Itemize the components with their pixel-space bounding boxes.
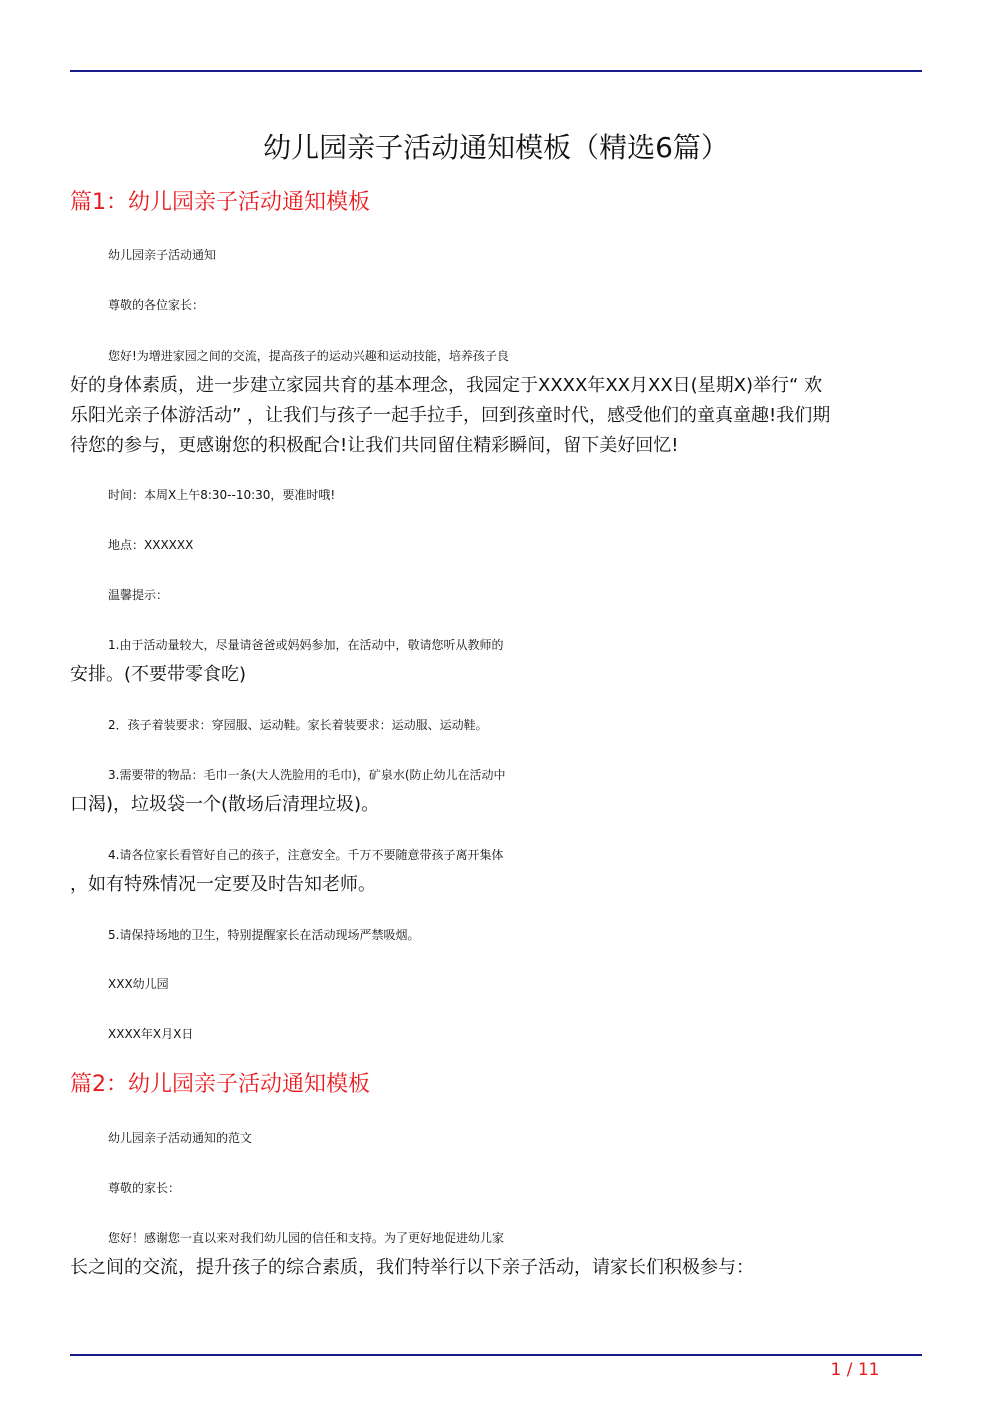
text-line: 长之间的交流，提升孩子的综合素质，我们特举行以下亲子活动，请家长们积极参与： xyxy=(70,1257,754,1278)
text-line: 口渴)，垃圾袋一个(散场后清理垃圾)。 xyxy=(70,794,380,815)
text-line: 您好!为增进家园之间的交流，提高孩子的运动兴趣和运动技能，培养孩子良 xyxy=(108,349,509,363)
text-line: 温馨提示： xyxy=(108,588,169,602)
section-2-heading: 篇2：幼儿园亲子活动通知模板 xyxy=(70,1072,370,1097)
section-1-tips-label xyxy=(70,580,922,610)
section-1-date xyxy=(70,1019,922,1049)
section-1-tip-5 xyxy=(70,920,922,950)
section-1-tip-2 xyxy=(70,710,922,740)
text-line: 3.需要带的物品：毛巾一条(大人洗脸用的毛巾)，矿泉水(防止幼儿在活动中 xyxy=(108,768,506,782)
section-2-intro-paragraph xyxy=(70,1223,922,1283)
section-1-notice-title xyxy=(70,240,922,270)
text-line: 乐阳光亲子体游活动” ，让我们与孩子一起手拉手，回到孩童时代，感受他们的童真童趣!我们期 xyxy=(70,405,831,426)
section-1-greeting xyxy=(70,290,922,320)
text-line: 2．孩子着装要求：穿园服、运动鞋。家长着装要求：运动服、运动鞋。 xyxy=(108,718,488,732)
text-line: 1.由于活动量较大，尽量请爸爸或妈妈参加，在活动中，敬请您听从教师的 xyxy=(108,638,504,652)
page-number: 1 / 11 xyxy=(830,1360,880,1380)
section-1-intro-paragraph xyxy=(70,341,922,461)
text-line: 尊敬的家长： xyxy=(108,1181,181,1195)
text-line: XXXX年X月X日 xyxy=(108,1027,194,1041)
section-1-tip-4 xyxy=(70,840,922,900)
text-line: XXX幼儿园 xyxy=(108,977,169,991)
footer-rule xyxy=(70,1354,922,1356)
section-1-place xyxy=(70,530,922,560)
header-rule xyxy=(70,70,922,72)
text-line: 您好！感谢您一直以来对我们幼儿园的信任和支持。为了更好地促进幼儿家 xyxy=(108,1231,505,1245)
text-line: 尊敬的各位家长： xyxy=(108,298,205,312)
section-1-heading: 篇1：幼儿园亲子活动通知模板 xyxy=(70,190,370,215)
text-line: 好的身体素质，进一步建立家园共育的基本理念，我园定于XXXX年XX月XX日(星期X)举行“ 欢 xyxy=(70,375,823,396)
document-title: 幼儿园亲子活动通知模板（精选6篇） xyxy=(263,131,729,164)
text-line: 幼儿园亲子活动通知 xyxy=(108,248,217,262)
section-1-tip-3 xyxy=(70,760,922,820)
text-line: ，如有特殊情况一定要及时告知老师。 xyxy=(70,874,376,895)
text-line: 4.请各位家长看管好自己的孩子，注意安全。千万不要随意带孩子离开集体 xyxy=(108,848,504,862)
text-line: 5.请保持场地的卫生，特别提醒家长在活动现场严禁吸烟。 xyxy=(108,928,420,942)
text-line: 待您的参与，更感谢您的积极配合!让我们共同留住精彩瞬间，留下美好回忆! xyxy=(70,435,679,456)
section-2-greeting xyxy=(70,1173,922,1203)
section-2-notice-title xyxy=(70,1123,922,1153)
text-line: 安排。(不要带零食吃) xyxy=(70,664,247,685)
section-1-signature xyxy=(70,969,922,999)
text-line: 幼儿园亲子活动通知的范文 xyxy=(108,1131,253,1145)
text-line: 地点：XXXXXX xyxy=(108,538,194,552)
section-1-time xyxy=(70,480,922,510)
text-line: 时间：本周X上午8:30--10:30，要准时哦! xyxy=(108,488,336,502)
section-1-tip-1 xyxy=(70,630,922,690)
